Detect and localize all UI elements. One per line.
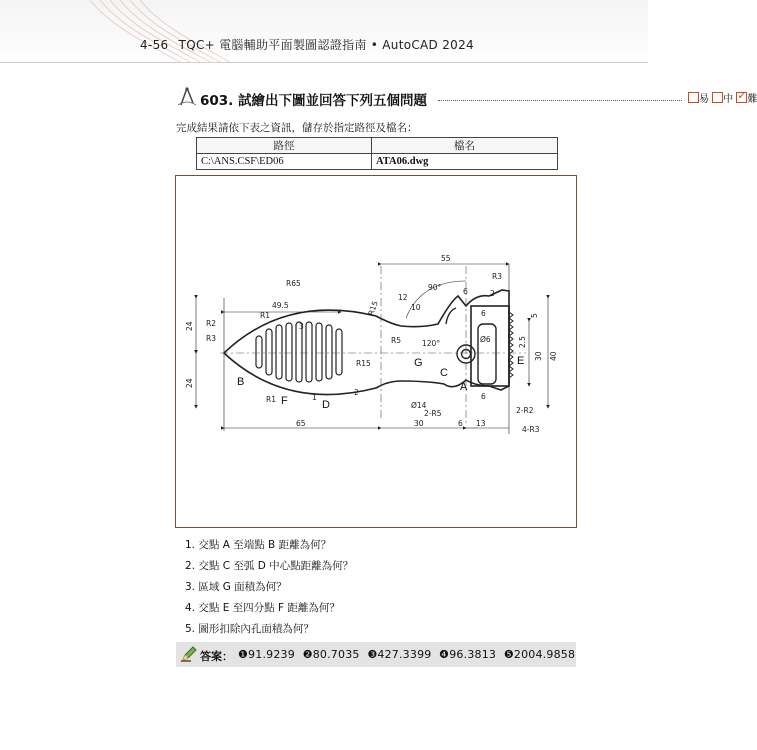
question-title: 603. 試繪出下圖並回答下列五個問題	[200, 93, 428, 109]
question-header	[176, 87, 757, 109]
answer-2: ❷80.7035	[302, 648, 360, 661]
list-item: 2. 交點 C 至弧 D 中心點距離為何？	[185, 560, 354, 572]
difficulty-hard-checkbox	[736, 92, 747, 103]
dim-2-r5: 2-R5	[424, 409, 442, 418]
instructions: 完成結果請依下表之資訊，儲存於指定路徑及檔名：	[176, 122, 418, 134]
answer-bar	[176, 642, 576, 667]
dim-49-5: 49.5	[272, 301, 289, 310]
dim-13: 13	[476, 419, 486, 428]
dim-65: 65	[296, 419, 306, 428]
list-item: 3. 區域 G 面積為何？	[185, 581, 287, 593]
point-e: E	[517, 355, 525, 367]
cad-drawing	[176, 176, 575, 526]
header-divider	[0, 62, 648, 63]
pencil-icon	[180, 645, 198, 663]
table-header-row	[197, 138, 558, 154]
dim-10: 10	[411, 303, 421, 312]
dim-6-h: 6	[458, 419, 463, 428]
table-row	[197, 154, 558, 170]
answer-4: ❹96.3813	[439, 648, 497, 661]
dim-40: 40	[549, 351, 558, 361]
list-item: 1. 交點 A 至端點 B 距離為何？	[185, 539, 332, 551]
difficulty-easy-checkbox	[688, 92, 699, 103]
dim-r2: R2	[206, 319, 216, 328]
point-c: C	[440, 367, 448, 379]
page-number: 4-56	[140, 38, 169, 52]
dim-5: 5	[530, 313, 539, 318]
dim-6-top: 6	[463, 287, 468, 296]
point-b: B	[237, 376, 245, 388]
dim-2-5: 2.5	[518, 336, 527, 348]
book-title: TQC+ 電腦輔助平面製圖認證指南 • AutoCAD 2024	[178, 38, 474, 52]
drawing-frame	[175, 175, 577, 528]
dim-3: 3	[299, 322, 304, 331]
difficulty-easy-label: 易	[699, 94, 709, 105]
header-text	[140, 36, 474, 53]
dim-r5: R5	[391, 336, 401, 345]
answer-5: ❺2004.9858	[503, 648, 576, 661]
dim-2: 2	[490, 289, 495, 298]
filename-header: 檔名	[372, 138, 558, 154]
point-d: D	[322, 399, 330, 411]
dim-30-v: 30	[534, 351, 543, 361]
difficulty-selector	[688, 90, 757, 105]
dim-6-side: 6	[481, 309, 486, 318]
list-item: 4. 交點 E 至四分點 F 距離為何？	[185, 602, 340, 614]
answer-values	[238, 648, 579, 661]
dim-r1-bottom: R1	[266, 395, 276, 404]
dim-r3-left: R3	[206, 334, 216, 343]
answer-label: 答案：	[200, 650, 233, 663]
answer-1: ❶91.9239	[238, 648, 295, 661]
dim-r15-b: R15	[356, 359, 371, 368]
point-f: F	[281, 395, 288, 407]
page-header	[0, 0, 648, 62]
path-value: C:\ANS.CSF\ED06	[197, 154, 372, 170]
dimension-lines	[196, 264, 548, 434]
dim-2-b: 2	[354, 388, 359, 397]
difficulty-medium-checkbox	[712, 92, 723, 103]
filename-value: ATA06.dwg	[372, 154, 558, 170]
dim-1: 1	[312, 393, 317, 402]
dim-90deg: 90°	[428, 283, 442, 292]
title-leader-dots	[438, 100, 682, 101]
slot-array	[256, 322, 342, 382]
list-item: 5. 圖形扣除內孔面積為何？	[185, 623, 314, 635]
dim-6-b: 6	[481, 392, 486, 401]
dim-24-bottom: 24	[185, 378, 194, 388]
dim-55: 55	[441, 254, 451, 263]
dim-dia-6: Ø6	[480, 335, 491, 344]
answer-3: ❸427.3399	[367, 648, 432, 661]
path-header: 路徑	[197, 138, 372, 154]
dim-r65: R65	[286, 279, 301, 288]
dim-30-h: 30	[414, 419, 424, 428]
drafting-compass-icon	[176, 87, 198, 107]
dimension-labels	[185, 254, 558, 434]
dim-r1-top: R1	[260, 311, 270, 320]
difficulty-medium-label: 中	[723, 94, 734, 105]
dim-r3: R3	[492, 272, 502, 281]
point-a: A	[460, 381, 468, 393]
difficulty-hard-label: 難	[747, 94, 757, 105]
file-info-table	[196, 137, 558, 170]
dim-120deg: 120°	[422, 339, 441, 348]
point-g: G	[414, 357, 423, 369]
dim-dia-14: Ø14	[411, 401, 427, 410]
dim-2-r2: 2-R2	[516, 406, 534, 415]
dim-12: 12	[398, 293, 408, 302]
dim-24-top: 24	[185, 321, 194, 331]
dim-4-r3: 4-R3	[522, 425, 540, 434]
dim-r15-a: R15	[366, 299, 380, 317]
